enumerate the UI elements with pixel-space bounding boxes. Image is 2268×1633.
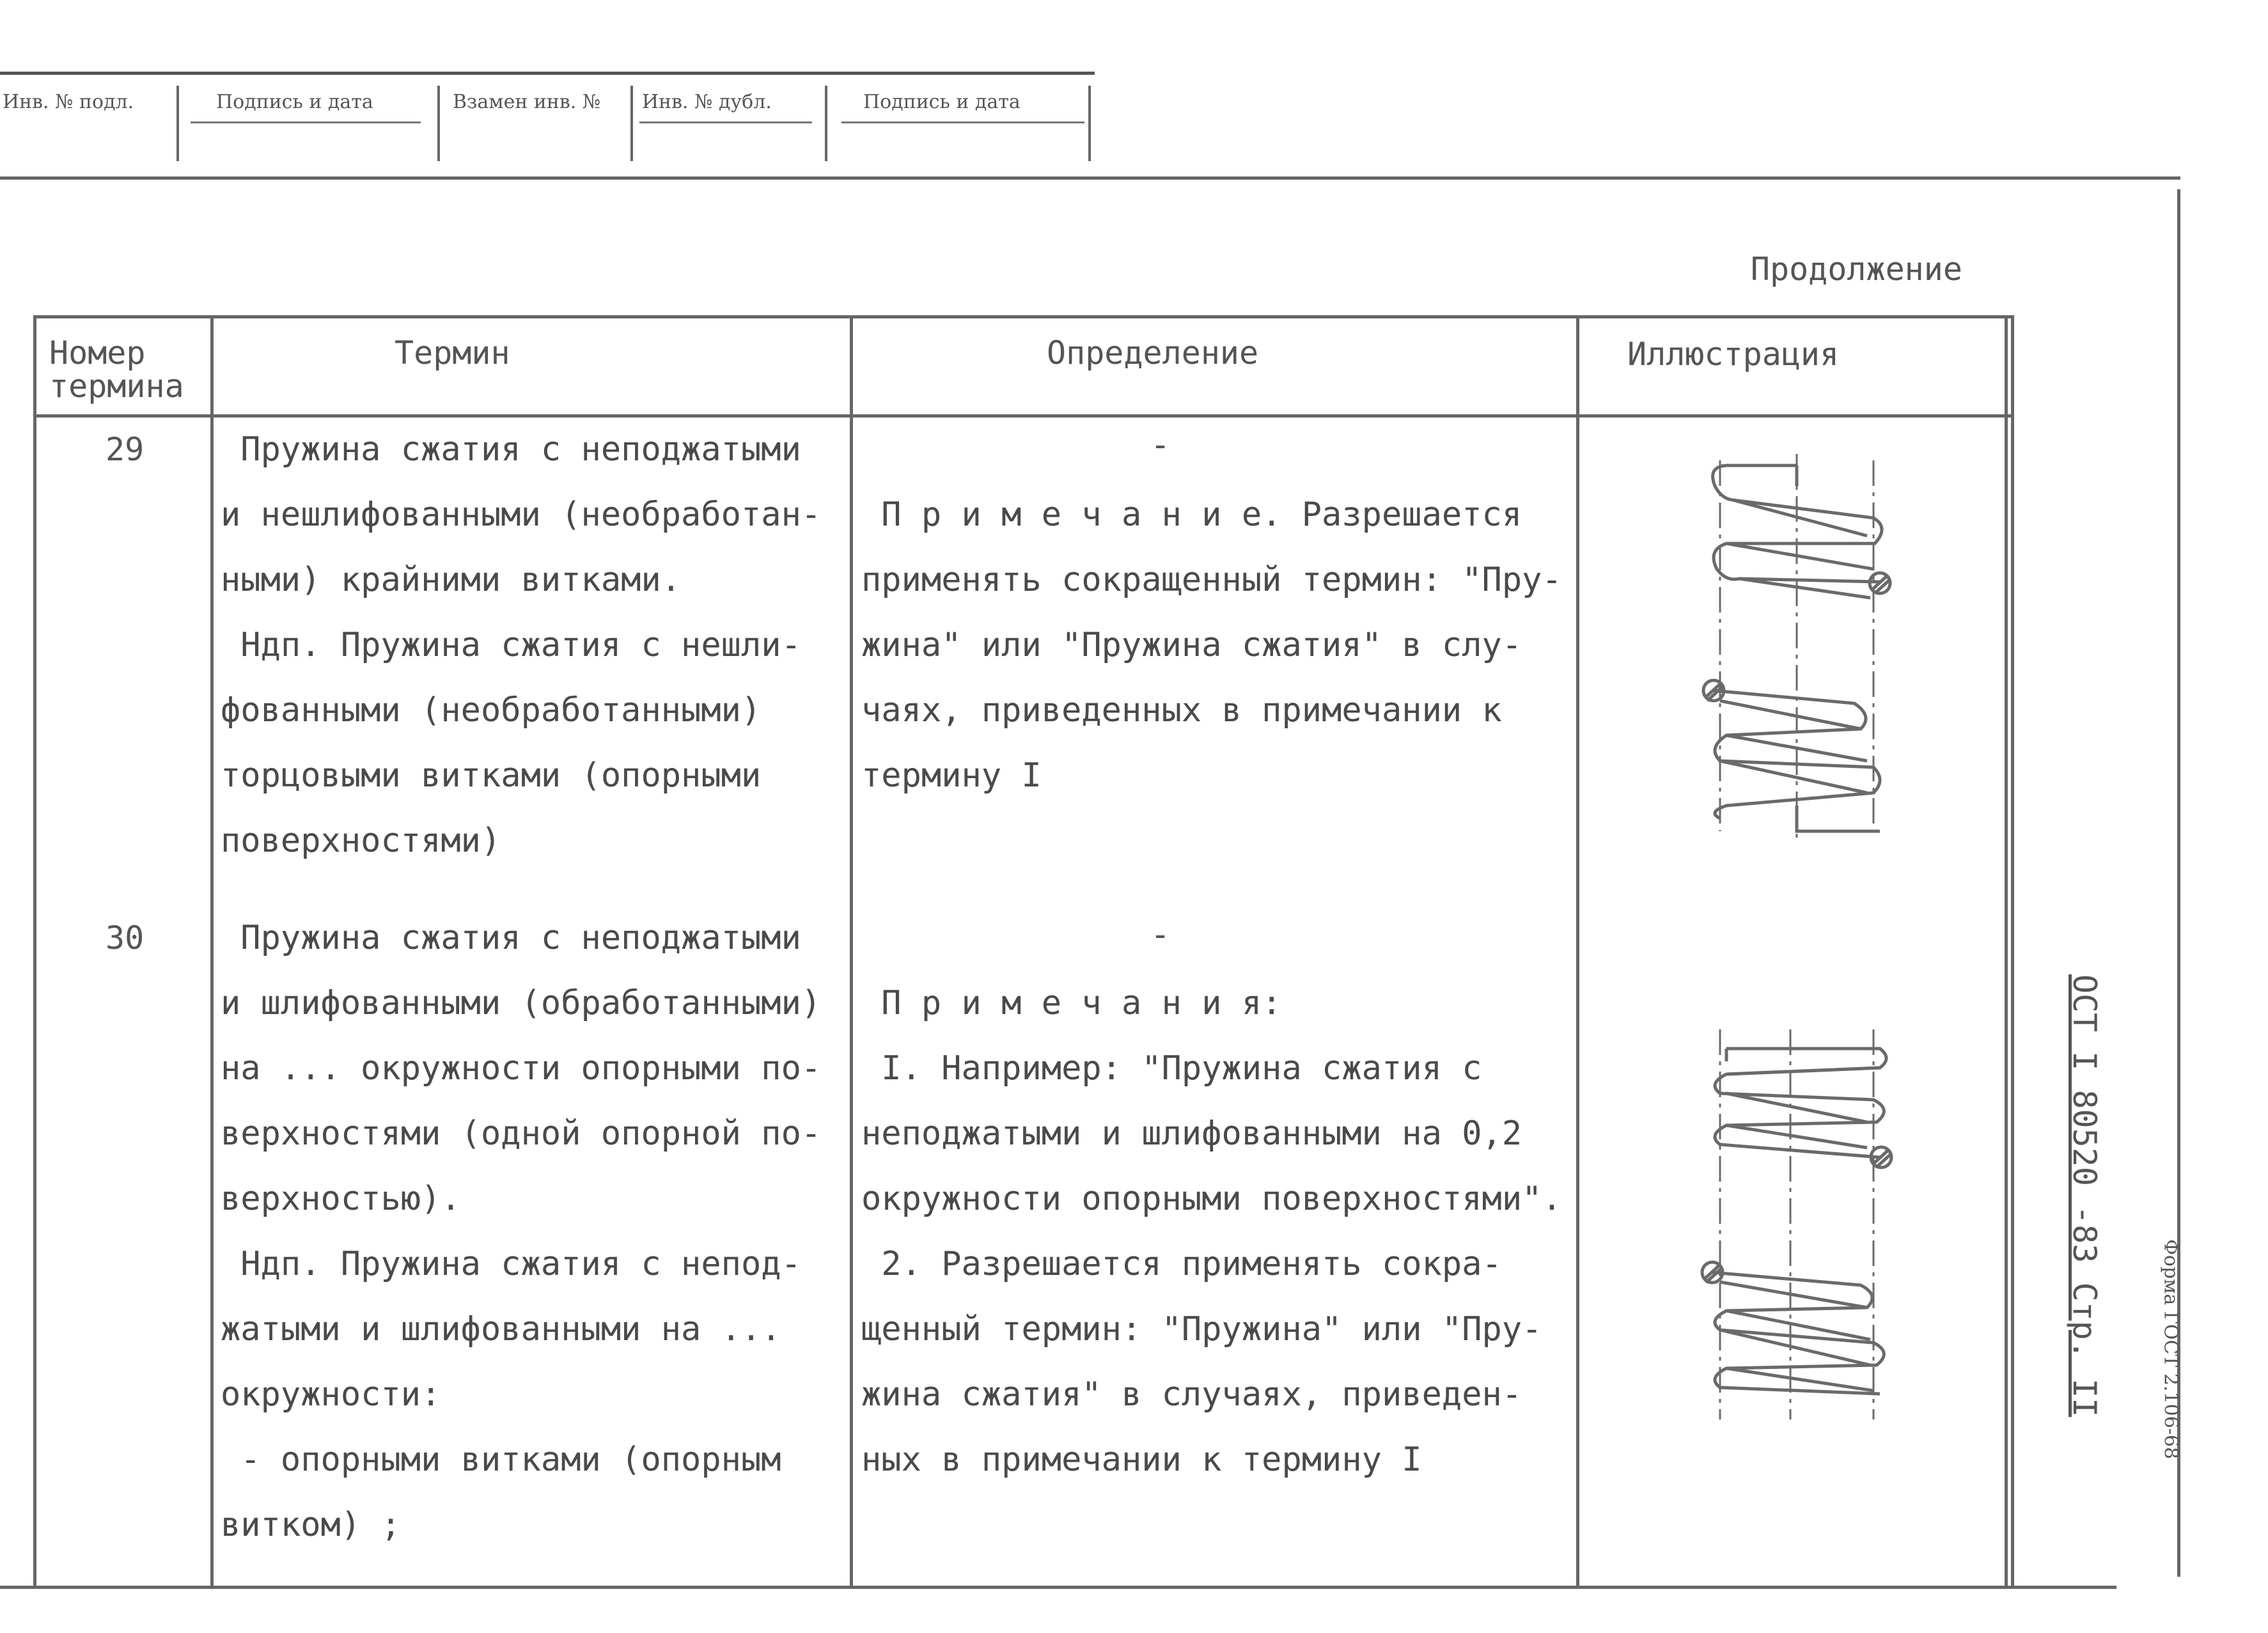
header-illustration: Иллюстрация — [1627, 336, 1840, 373]
column-divider — [2005, 318, 2008, 1588]
column-divider — [210, 318, 214, 1588]
frame-top-line — [0, 176, 2180, 180]
column-divider — [1576, 318, 1579, 1588]
form-label — [2145, 1183, 2196, 1515]
term-number-30: 30 — [106, 919, 145, 957]
form-label-text: Форма ГОСТ 2.106-68 — [2159, 1238, 2182, 1460]
stamp-inv-podl: Инв. № подл. — [3, 91, 134, 113]
stamp-divider — [630, 86, 633, 161]
stamp-signature-date: Подпись и дата — [216, 91, 373, 113]
term-text-29: Пружина сжатия с неподжатыми и нешлифованными (необработан- ными) крайними витками. Ндп. Пружина сжатия с нешли- фованными (необработанными) торцовыми витками (опорными поверхностями) — [221, 430, 822, 860]
stamp-divider — [1088, 86, 1091, 161]
stamp-underline — [191, 121, 421, 123]
document-code-text: ОСТ I 80520 -83 Стр. II — [2066, 974, 2103, 1418]
document-code — [2046, 934, 2123, 1458]
stamp-replaced-inv: Взамен инв. № — [453, 91, 601, 113]
stamp-underline — [639, 121, 812, 123]
header-definition: Определение — [1047, 334, 1259, 371]
header-term: Термин — [395, 334, 510, 371]
term-number-29: 29 — [106, 431, 145, 468]
stamp-divider — [825, 86, 827, 161]
stamp-inv-dubl: Инв. № дубл. — [642, 91, 772, 113]
column-divider — [850, 318, 853, 1588]
header-term-number: Номер термина — [49, 334, 184, 405]
definition-text-30: П р и м е ч а н и я: I. Например: "Пружина сжатия с неподжатыми и шлифованными на 0,2 окружности опорными поверхностями". 2. Разрешается применять сокра- щенный термин: "Пружина" или "Пру- жина сжатия" в случаях, приведен- ных в примечании к термину I — [861, 984, 1562, 1479]
spring-icon — [1688, 1023, 1905, 1419]
spring-icon — [1688, 448, 1905, 844]
continuation-label: Продолжение — [1750, 251, 1962, 288]
stamp-divider — [176, 86, 179, 161]
stamp-top-line — [0, 72, 1095, 75]
title-stamp — [0, 72, 1095, 168]
term-text-30: Пружина сжатия с неподжатыми и шлифованными (обработанными) на ... окружности опорными по- верхностями (одной опорной по- верхностью). Ндп. Пружина сжатия с непод- жатыми и шлифованными на ... окружности: - опорными витками (опорным витком) ; — [221, 919, 822, 1544]
stamp-signature-date-2: Подпись и дата — [863, 91, 1021, 113]
definition-dash-30: - — [1150, 916, 1171, 954]
stamp-underline — [841, 121, 1084, 123]
frame-bottom-line — [0, 1586, 2116, 1589]
definition-text-29: П р и м е ч а н и е. Разрешается применять сокращенный термин: "Пру- жина" или "Пружина сжатия" в слу- чаях, приведенных в примечании к термину I — [861, 496, 1562, 795]
definition-dash-29: - — [1150, 426, 1171, 464]
stamp-divider — [437, 86, 440, 161]
